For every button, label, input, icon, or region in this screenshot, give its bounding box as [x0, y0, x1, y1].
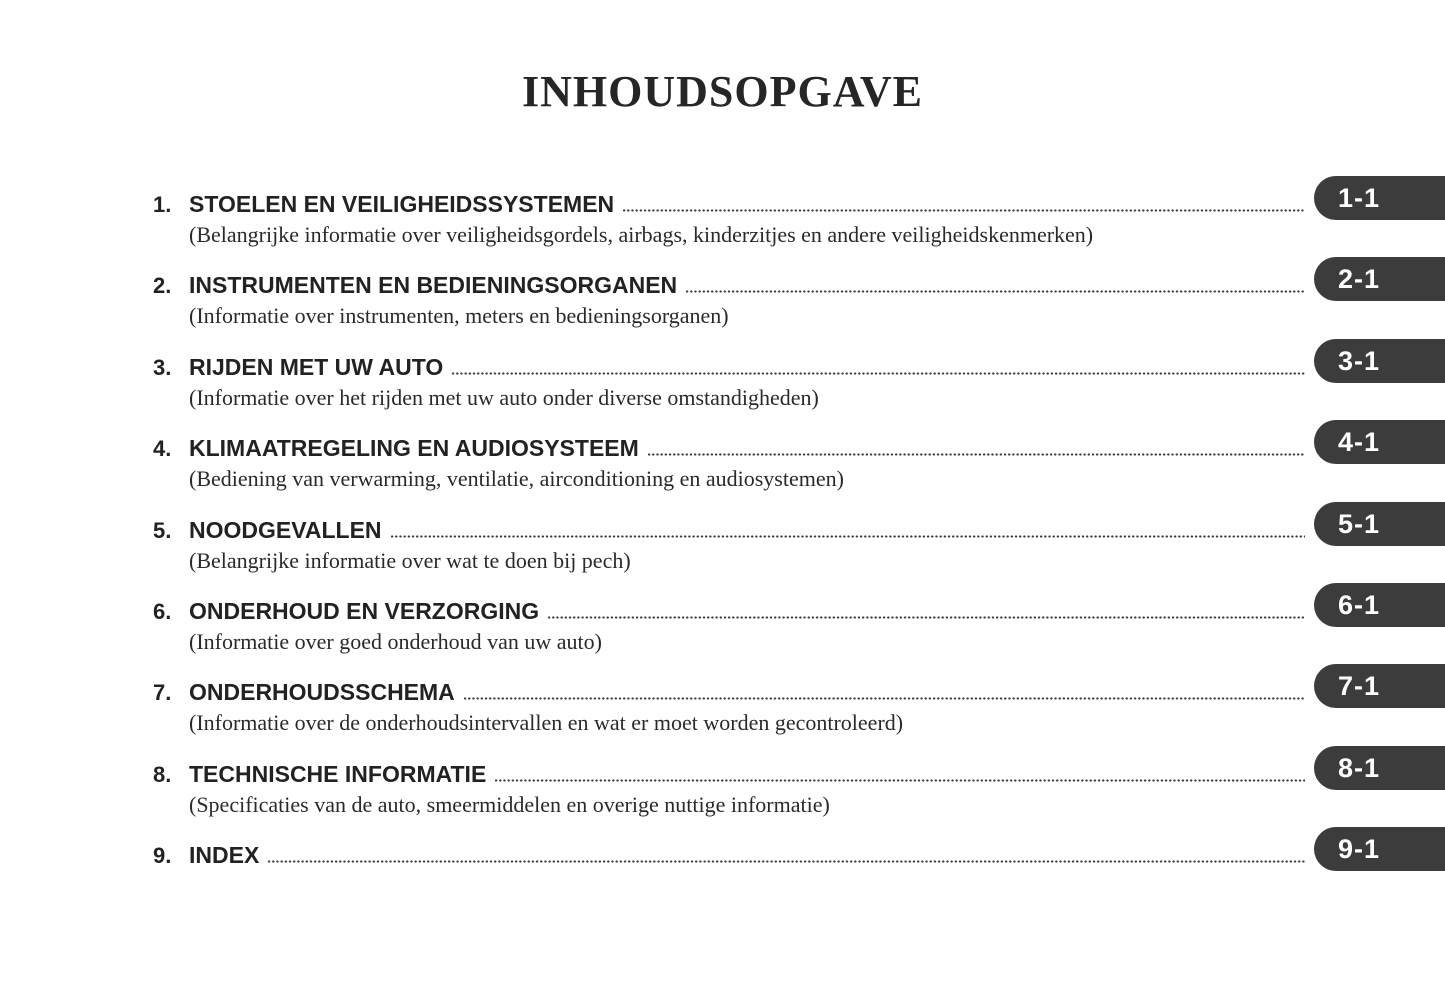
entry-title[interactable]: ONDERHOUD EN VERZORGING [189, 598, 540, 624]
dot-leader [390, 535, 1305, 538]
chapter-tab-7[interactable]: 7-1 [1314, 664, 1445, 708]
chapter-tab-5[interactable]: 5-1 [1314, 502, 1445, 546]
entry-title[interactable]: STOELEN EN VEILIGHEIDSSYSTEMEN [189, 191, 615, 217]
entry-number: 4. [153, 436, 172, 461]
entry-description: (Bediening van verwarming, ventilatie, airconditioning en audiosystemen) [189, 466, 844, 491]
entry-title[interactable]: TECHNISCHE INFORMATIE [189, 761, 487, 787]
entry-title[interactable]: INSTRUMENTEN EN BEDIENINGSORGANEN [189, 272, 678, 298]
entry-number: 8. [153, 762, 172, 787]
dot-leader [622, 209, 1305, 212]
entry-heading [153, 758, 1309, 788]
toc-entry-stoelen[interactable] [0, 183, 1445, 268]
entry-heading [153, 676, 1309, 706]
dot-leader [685, 290, 1305, 293]
chapter-tab-4[interactable]: 4-1 [1314, 420, 1445, 464]
entry-number: 7. [153, 680, 172, 705]
entry-number: 6. [153, 599, 172, 624]
entry-heading [153, 188, 1309, 218]
toc-entry-technische-informatie[interactable] [0, 753, 1445, 838]
dot-leader [547, 616, 1305, 619]
entry-number: 9. [153, 843, 172, 868]
dot-leader [494, 779, 1305, 782]
dot-leader [451, 372, 1305, 375]
dot-leader [463, 697, 1305, 700]
entry-description: (Belangrijke informatie over wat te doen bij pech) [189, 548, 631, 573]
chapter-tab-9[interactable]: 9-1 [1314, 827, 1445, 871]
dot-leader [267, 860, 1305, 863]
entry-heading [153, 514, 1309, 544]
toc-entry-onderhoudsschema[interactable] [0, 671, 1445, 756]
toc-entry-instrumenten[interactable] [0, 264, 1445, 349]
entry-heading [153, 839, 1309, 869]
chapter-tab-8[interactable]: 8-1 [1314, 746, 1445, 790]
entry-heading [153, 432, 1309, 462]
entry-number: 5. [153, 518, 172, 543]
entry-title[interactable]: KLIMAATREGELING EN AUDIOSYSTEEM [189, 435, 639, 461]
entry-title[interactable]: ONDERHOUDSSCHEMA [189, 679, 455, 705]
chapter-tab-1[interactable]: 1-1 [1314, 176, 1445, 220]
chapter-tab-3[interactable]: 3-1 [1314, 339, 1445, 383]
entry-heading [153, 595, 1309, 625]
entry-description: (Belangrijke informatie over veiligheidsgordels, airbags, kinderzitjes en andere veiligheidskenmerken) [189, 222, 1094, 247]
entry-heading [153, 351, 1309, 381]
toc-entry-rijden[interactable] [0, 346, 1445, 431]
toc-entry-index[interactable] [0, 834, 1445, 919]
toc-entry-onderhoud[interactable] [0, 590, 1445, 675]
entry-description: (Informatie over de onderhoudsintervallen en wat er moet worden gecontroleerd) [189, 710, 904, 735]
entry-description: (Informatie over instrumenten, meters en bedieningsorganen) [189, 303, 729, 328]
entry-title[interactable]: RIJDEN MET UW AUTO [189, 354, 444, 380]
entry-title[interactable]: INDEX [189, 842, 260, 868]
entry-description: (Specificaties van de auto, smeermiddelen en overige nuttige informatie) [189, 792, 830, 817]
chapter-tab-2[interactable]: 2-1 [1314, 257, 1445, 301]
page-title: INHOUDSOPGAVE [522, 67, 923, 116]
entry-number: 1. [153, 192, 172, 217]
dot-leader [647, 453, 1305, 456]
entry-number: 3. [153, 355, 172, 380]
chapter-tab-6[interactable]: 6-1 [1314, 583, 1445, 627]
entry-description: (Informatie over goed onderhoud van uw auto) [189, 629, 602, 654]
entry-heading [153, 269, 1309, 299]
toc-entry-noodgevallen[interactable] [0, 509, 1445, 594]
entry-description: (Informatie over het rijden met uw auto onder diverse omstandigheden) [189, 385, 819, 410]
toc-entry-klimaatregeling[interactable] [0, 427, 1445, 512]
entry-number: 2. [153, 273, 172, 298]
entry-title[interactable]: NOODGEVALLEN [189, 517, 382, 543]
